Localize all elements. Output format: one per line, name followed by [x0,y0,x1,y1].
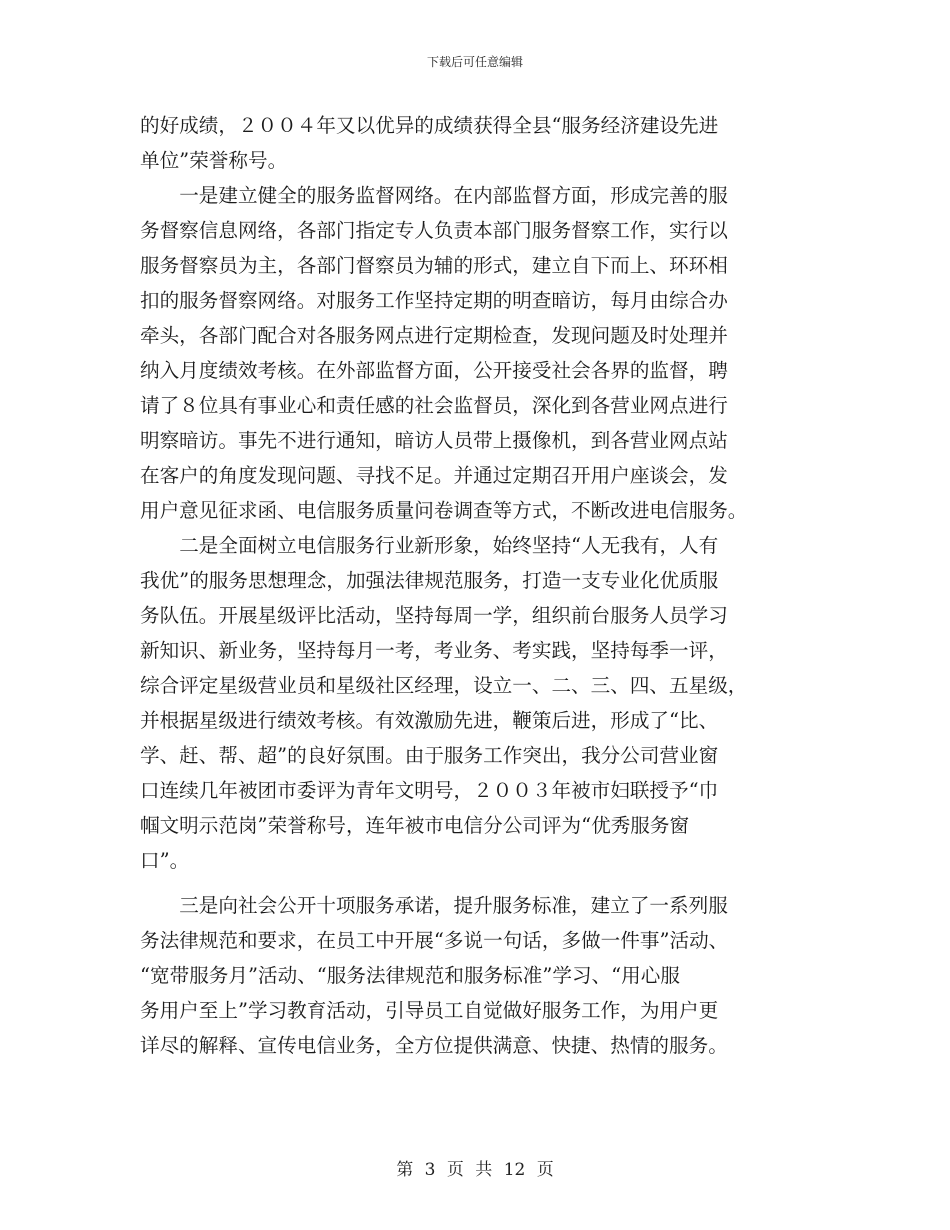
text-line: 一是建立健全的服务监督网络。在内部监督方面，形成完善的服 [179,184,728,207]
text-line: 我优”的服务思想理念，加强法律规范服务，打造一支专业化优质服 [140,569,719,592]
paragraph [140,108,810,178]
text-line: 务用户至上”学习教育活动，引导员工自觉做好服务工作，为用户更 [140,999,719,1022]
header-note: 下载后可任意编辑 [426,55,523,69]
text-line: 二是全面树立电信服务行业新形象，始终坚持“人无我有，人有 [179,534,719,557]
page-number: 第 3 页 共 12 页 [396,1160,554,1180]
text-line: 请了８位具有事业心和责任感的社会监督员，深化到各营业网点进行 [140,394,728,417]
text-line: 务法律规范和要求，在员工中开展“多说一句话，多做一件事”活动、 [140,929,729,952]
text-line: 的好成绩，２００４年又以优异的成绩获得全县“服务经济建设先进 [140,114,719,137]
paragraph [140,528,810,878]
text-line: 务督察信息网络，各部门指定专人负责本部门服务督察工作，实行以 [140,219,728,242]
text-line: 在客户的角度发现问题、寻找不足。并通过定期召开用户座谈会，发 [140,464,728,487]
text-line: 帼文明示范岗”荣誉称号，连年被市电信分公司评为“优秀服务窗 [140,814,690,837]
text-line: 务队伍。开展星级评比活动，坚持每周一学，组织前台服务人员学习 [140,604,728,627]
text-line: 综合评定星级营业员和星级社区经理，设立一、二、三、四、五星级， [140,674,748,697]
text-line: 口”。 [140,849,190,872]
text-line: 用户意见征求函、电信服务质量问卷调查等方式，不断改进电信服务。 [140,499,748,522]
text-line: 详尽的解释、宣传电信业务，全方位提供满意、快捷、热情的服务。 [140,1034,728,1057]
text-line: 并根据星级进行绩效考核。有效激励先进，鞭策后进，形成了“比、 [140,709,719,732]
text-line: 学、赶、帮、超”的良好氛围。由于服务工作突出，我分公司营业窗 [140,744,719,767]
text-line: “宽带服务月”活动、“服务法律规范和服务标准”学习、“用心服 [140,964,680,987]
paragraph [140,888,810,1063]
text-line: 扣的服务督察网络。对服务工作坚持定期的明查暗访，每月由综合办 [140,289,728,312]
text-line: 口连续几年被团市委评为青年文明号，２００３年被市妇联授予“巾 [140,779,719,802]
text-line: 纳入月度绩效考核。在外部监督方面，公开接受社会各界的监督，聘 [140,359,728,382]
text-line: 牵头，各部门配合对各服务网点进行定期检查，发现问题及时处理并 [140,324,728,347]
document-body [140,108,810,1063]
text-line: 明察暗访。事先不进行通知，暗访人员带上摄像机，到各营业网点站 [140,429,728,452]
text-line: 新知识、新业务，坚持每月一考，考业务、考实践，坚持每季一评， [140,639,728,662]
text-line: 三是向社会公开十项服务承诺，提升服务标准，建立了一系列服 [179,894,728,917]
paragraph [140,178,810,528]
text-line: 服务督察员为主，各部门督察员为辅的形式，建立自下而上、环环相 [140,254,728,277]
text-line: 单位”荣誉称号。 [140,149,288,172]
